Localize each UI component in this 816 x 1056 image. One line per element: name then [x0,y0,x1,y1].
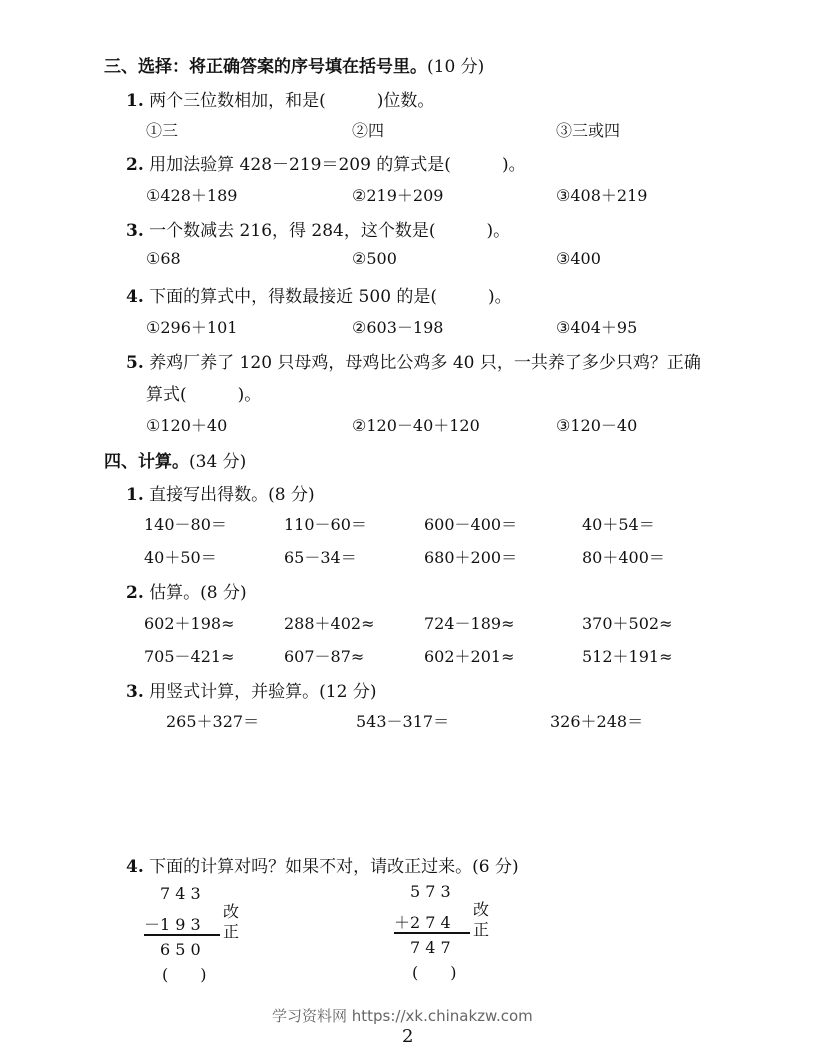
calc1-answer-paren: ( ) [162,965,207,984]
p2-problem: 288＋402≈ [284,614,375,633]
vertical-calc-1 [140,884,250,984]
part-4 [126,852,519,877]
section3-points: (10 分) [427,57,485,77]
question-4 [126,282,512,307]
q3-option-1: ①68 [146,249,181,268]
p1-problem: 110－60＝ [284,515,367,534]
p3-problem: 265＋327＝ [166,712,260,731]
section3-heading [104,52,484,77]
calc1-rule [144,934,220,936]
q1-option-1: ①三 [146,121,179,140]
calc2-addend: ＋2 7 4 [394,913,451,932]
p1-number: 1. [126,485,144,505]
p4-number: 4. [126,857,144,877]
vertical-calc-2 [390,882,500,982]
p3-problem: 326＋248＝ [550,712,644,731]
question-3 [126,216,510,241]
q4-option-1: ①296＋101 [146,318,238,337]
q5-text-continued: 算式( )。 [146,385,262,405]
p1-text: 直接写出得数。(8 分) [149,485,315,505]
p3-text: 用竖式计算，并验算。(12 分) [149,682,377,702]
part-2 [126,578,247,603]
p2-problem: 705－421≈ [144,647,235,666]
page-number: 2 [402,1026,414,1047]
q5-option-3: ③120－40 [556,416,638,435]
q4-option-2: ②603－198 [352,318,444,337]
calc2-top: 5 7 3 [410,882,451,901]
p1-problem: 40＋54＝ [582,515,655,534]
q5-number: 5. [126,353,144,373]
p1-problem: 140－80＝ [144,515,227,534]
question-1 [126,86,434,111]
question-2 [126,150,526,175]
calc1-subtrahend: －1 9 3 [144,915,201,934]
calc2-fix-label-1: 改 [472,900,489,919]
p2-problem: 512＋191≈ [582,647,673,666]
p2-problem: 370＋502≈ [582,614,673,633]
q5-option-2: ②120－40＋120 [352,416,480,435]
q5-option-1: ①120＋40 [146,416,228,435]
p1-problem: 680＋200＝ [424,548,518,567]
part-3 [126,677,376,702]
q1-text: 两个三位数相加，和是( )位数。 [149,91,435,111]
p2-problem: 602＋198≈ [144,614,235,633]
calc1-fix-label-2: 正 [222,922,239,941]
p2-number: 2. [126,583,144,603]
q1-option-3: ③三或四 [556,121,621,140]
calc2-rule [394,932,470,934]
calc1-fix-label-1: 改 [222,902,239,921]
q3-number: 3. [126,221,144,241]
q4-text: 下面的算式中，得数最接近 500 的是( )。 [149,287,512,307]
q1-number: 1. [126,91,144,111]
p1-problem: 80＋400＝ [582,548,665,567]
q2-option-1: ①428＋189 [146,186,238,205]
calc2-result: 7 4 7 [410,938,451,957]
p1-problem: 65－34＝ [284,548,357,567]
q2-number: 2. [126,155,144,175]
p1-problem: 40＋50＝ [144,548,217,567]
p4-text: 下面的计算对吗？如果不对，请改正过来。(6 分) [149,857,519,877]
q2-text: 用加法验算 428－219＝209 的算式是( )。 [149,155,526,175]
p2-problem: 602＋201≈ [424,647,515,666]
part-1 [126,480,315,505]
q2-option-3: ③408＋219 [556,186,648,205]
q3-option-2: ②500 [352,249,397,268]
q3-text: 一个数减去 216，得 284，这个数是( )。 [149,221,511,241]
p2-problem: 724－189≈ [424,614,515,633]
calc2-fix-label-2: 正 [472,920,489,939]
p1-problem: 600－400＝ [424,515,518,534]
p3-problem: 543－317＝ [356,712,450,731]
question-5 [126,348,701,373]
p3-number: 3. [126,682,144,702]
q1-option-2: ②四 [352,121,385,140]
q2-option-2: ②219＋209 [352,186,444,205]
calc2-answer-paren: ( ) [412,963,457,982]
q5-text: 养鸡厂养了 120 只母鸡，母鸡比公鸡多 40 只，一共养了多少只鸡？正确 [149,353,701,373]
q4-option-3: ③404＋95 [556,318,638,337]
q3-option-3: ③400 [556,249,601,268]
p2-problem: 607－87≈ [284,647,365,666]
section4-title: 四、计算。 [104,452,189,472]
calc1-result: 6 5 0 [160,940,201,959]
watermark: 学习资料网 https://xk.chinakzw.com [272,1007,533,1025]
section3-title: 三、选择：将正确答案的序号填在括号里。 [104,57,427,77]
section4-points: (34 分) [189,452,247,472]
section4-heading [104,447,246,472]
q4-number: 4. [126,287,144,307]
p2-text: 估算。(8 分) [149,583,247,603]
calc1-top: 7 4 3 [160,884,201,903]
